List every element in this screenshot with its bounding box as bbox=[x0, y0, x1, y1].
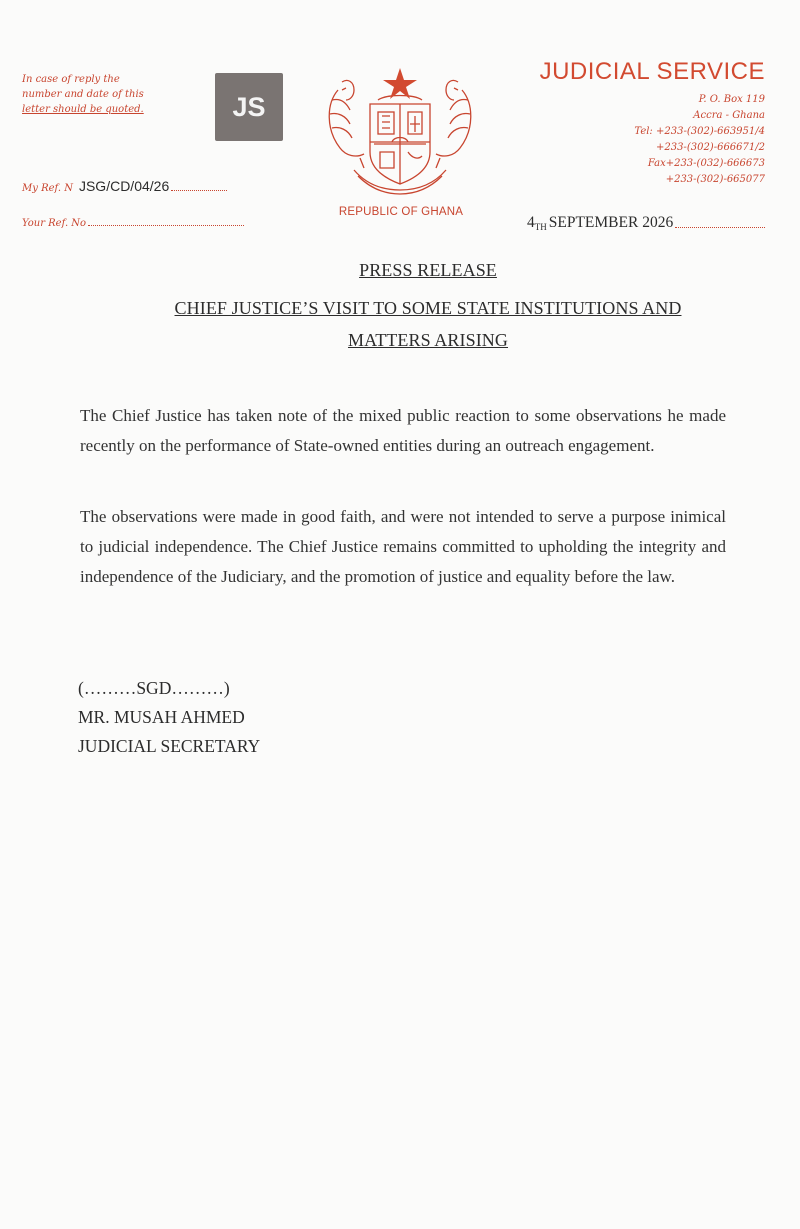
fax-1: Fax+233-(032)-666673 bbox=[647, 158, 765, 169]
release-title-line-2: MATTERS ARISING bbox=[347, 330, 509, 350]
coat-of-arms-icon bbox=[320, 60, 480, 200]
body-paragraph-1: The Chief Justice has taken note of the mixed public reaction to some observations he made recently on the performance of State-owned entities during an outreach engagement. bbox=[80, 406, 726, 455]
signature-block bbox=[78, 674, 260, 761]
body-paragraph-2: The observations were made in good faith, and were not intended to serve a purpose inimical to judicial independence. The Chief Justice remains committed to upholding the integrity and independence of the Judiciary, and the promotion of justice and equality before the law. bbox=[80, 507, 726, 586]
signatory-name: MR. MUSAH AHMED bbox=[78, 707, 245, 727]
signatory-title: JUDICIAL SECRETARY bbox=[78, 736, 261, 756]
press-release-heading: PRESS RELEASE bbox=[359, 260, 497, 280]
my-reference bbox=[22, 178, 227, 194]
my-ref-value: JSG/CD/04/26 bbox=[78, 178, 170, 194]
contact-details bbox=[560, 92, 765, 188]
dotted-line bbox=[88, 224, 244, 226]
release-title-line-1: CHIEF JUSTICE’S VISIT TO SOME STATE INSTITUTIONS AND bbox=[174, 298, 682, 318]
po-box: P. O. Box 119 bbox=[698, 94, 765, 105]
reply-note: In case of reply the number and date of this letter should be quoted. bbox=[22, 74, 144, 115]
city: Accra - Ghana bbox=[693, 110, 765, 121]
telephone-2: +233-(302)-666671/2 bbox=[655, 142, 765, 153]
my-ref-label: My Ref. N bbox=[22, 183, 73, 194]
republic-of-ghana-label: REPUBLIC OF GHANA bbox=[338, 206, 464, 218]
judicial-service-logo: JS bbox=[215, 73, 283, 141]
your-reference bbox=[22, 218, 244, 229]
fax-2: +233-(302)-665077 bbox=[665, 174, 765, 185]
dotted-line bbox=[675, 227, 765, 228]
telephone-1: Tel: +233-(302)-663951/4 bbox=[634, 126, 765, 137]
dotted-line bbox=[171, 189, 227, 191]
judicial-service-title: JUDICIAL SERVICE bbox=[539, 58, 765, 85]
signed-mark: (………SGD………) bbox=[78, 678, 230, 698]
your-ref-label: Your Ref. No bbox=[22, 218, 87, 229]
letter-date: 4 $_{TH}$ SEPTEMBER 2026 bbox=[527, 214, 765, 232]
